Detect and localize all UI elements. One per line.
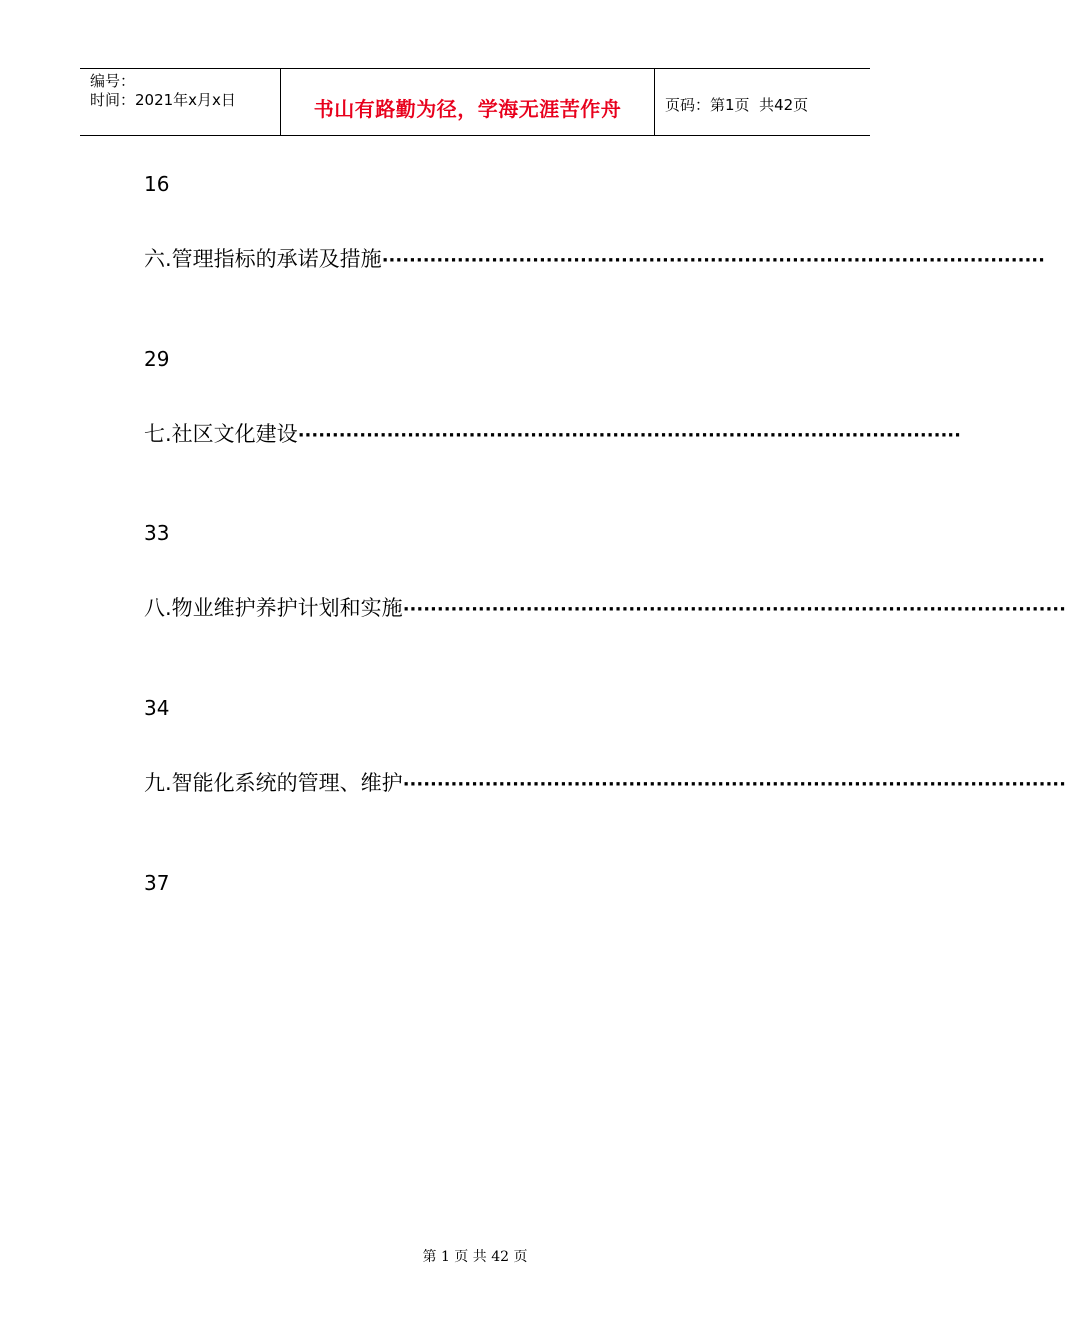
toc-entry[interactable]: [144, 595, 1066, 623]
toc-leader-dots: ·································································································: [402, 774, 1066, 795]
toc-entry-title: 九.智能化系统的管理、维护: [144, 771, 403, 795]
toc-entry[interactable]: [144, 246, 1045, 274]
header-motto: 书山有路勤为径，学海无涯苦作舟: [313, 97, 622, 121]
page-header: [80, 68, 870, 136]
toc-leader-dots: ·································································································: [381, 250, 1045, 271]
page-footer: 第 1 页 共 42 页: [422, 1249, 528, 1265]
toc-entry-title: 六.管理指标的承诺及措施: [144, 247, 382, 271]
toc-leader-dots: ·································································································: [402, 599, 1066, 620]
toc-entry-title: 八.物业维护养护计划和实施: [144, 596, 403, 620]
toc-entry[interactable]: [144, 421, 961, 449]
toc-page-number: 16: [144, 172, 170, 196]
header-meta-cell: [80, 69, 281, 135]
toc-entry[interactable]: [144, 770, 1066, 798]
document-number-label: 编号：: [90, 72, 136, 90]
toc-leader-dots: ·································································································: [297, 425, 961, 446]
header-page-number-text: 页码：第1页 共42页: [665, 96, 809, 114]
header-motto-cell: [281, 69, 655, 135]
toc-page-number: 34: [144, 696, 170, 720]
toc-page-number: 37: [144, 871, 170, 895]
toc-entry-title: 七.社区文化建设: [144, 422, 298, 446]
header-page-cell: [655, 69, 870, 135]
toc-page-number: 29: [144, 347, 170, 371]
header-page-number: [665, 94, 808, 115]
document-date: 时间：2021年x月x日: [90, 91, 236, 109]
toc-page-number: 33: [144, 521, 170, 545]
